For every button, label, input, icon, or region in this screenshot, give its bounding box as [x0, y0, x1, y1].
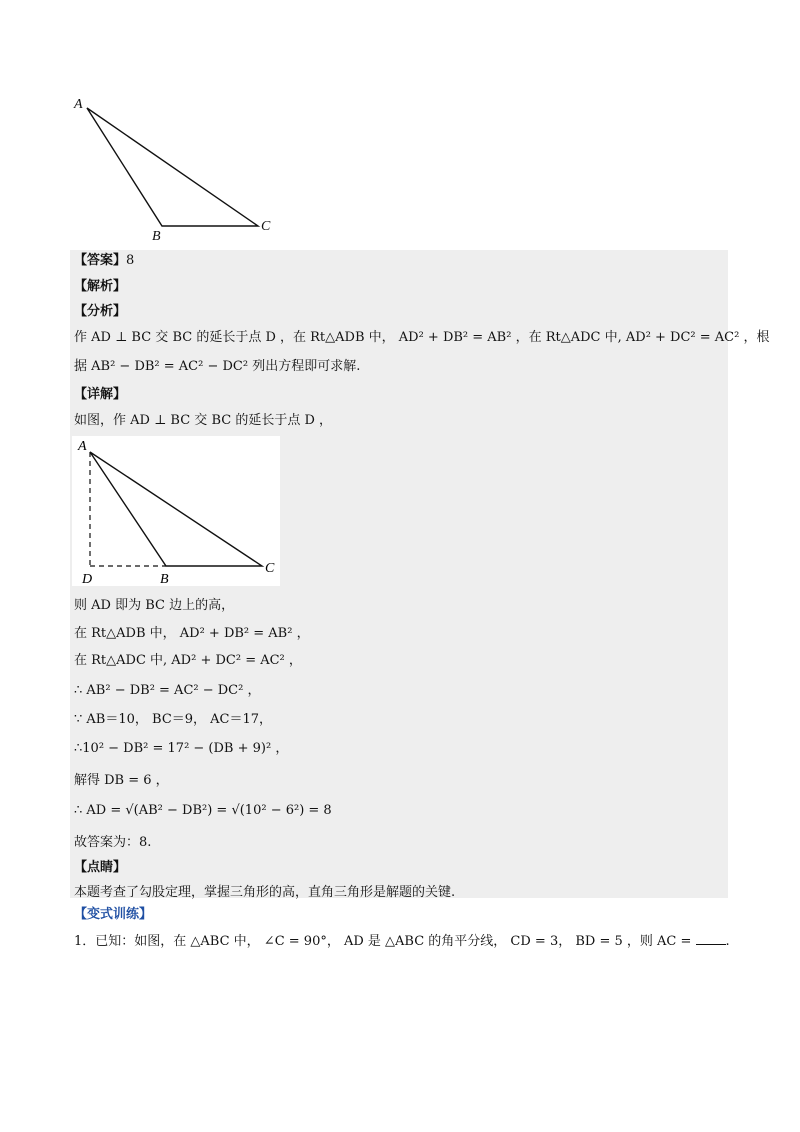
vertex-label-a-2: A [78, 439, 87, 454]
xiangjie-head: 【详解】 [74, 387, 127, 402]
vertex-label-c-2: C [265, 561, 275, 576]
question-1-period: . [725, 934, 730, 949]
answer-value: 8 [126, 253, 135, 268]
dianjing-head: 【点睛】 [74, 860, 127, 875]
vertex-label-b: B [152, 229, 161, 242]
step-8: ∴ AD = √(AB² − DB²) = √(10² − 6²) = 8 [74, 803, 332, 818]
detail-intro: 如图，作 AD ⊥ BC 交 BC 的延长于点 D ， [74, 413, 333, 428]
step-1: 则 AD 即为 BC 边上的高， [74, 598, 235, 613]
step-6: ∴10² − DB² = 17² − (DB + 9)² ， [74, 741, 289, 756]
step-3: 在 Rt△ADC 中, AD² + DC² = AC² ， [74, 653, 302, 668]
answer-line [74, 252, 134, 270]
answer-blank[interactable] [696, 932, 726, 945]
step-9: 故答案为：8. [74, 835, 152, 850]
step-5: ∵ AB＝10， BC＝9， AC＝17， [74, 712, 273, 727]
jiexi-head: 【解析】 [74, 279, 127, 294]
answer-head: 【答案】 [74, 253, 127, 268]
step-4: ∴ AB² − DB² = AC² − DC² ， [74, 683, 261, 698]
question-1 [74, 932, 730, 951]
vertex-label-a: A [74, 97, 83, 112]
fenxi-head: 【分析】 [74, 304, 127, 319]
question-1-text: 1．已知：如图，在 △ABC 中， ∠C = 90°， AD 是 △ABC 的角平分线， CD = 3， BD = 5 ，则 AC = [74, 934, 692, 949]
variant-head: 【变式训练】 [74, 907, 153, 922]
triangle-figure-1 [70, 92, 290, 242]
fenxi-line-2: 据 AB² − DB² = AC² − DC² 列出方程即可求解. [74, 359, 361, 374]
dianjing-text: 本题考查了勾股定理，掌握三角形的高，直角三角形是解题的关键. [74, 885, 456, 900]
triangle-abc-outline [87, 108, 258, 226]
vertex-label-c: C [261, 219, 271, 234]
step-2: 在 Rt△ADB 中， AD² + DB² = AB² ， [74, 626, 310, 641]
step-7: 解得 DB = 6 ， [74, 773, 169, 788]
fenxi-line-1: 作 AD ⊥ BC 交 BC 的延长于点 D ，在 Rt△ADB 中， AD² + DB² = AB² ，在 Rt△ADC 中, AD² + DC² = AC² ，根 [74, 330, 770, 345]
vertex-label-d: D [82, 572, 93, 586]
triangle-figure-2 [72, 436, 280, 586]
figure-2-box [72, 436, 280, 586]
vertex-label-b-2: B [160, 572, 169, 586]
triangle-abc-outline-2 [90, 452, 262, 566]
